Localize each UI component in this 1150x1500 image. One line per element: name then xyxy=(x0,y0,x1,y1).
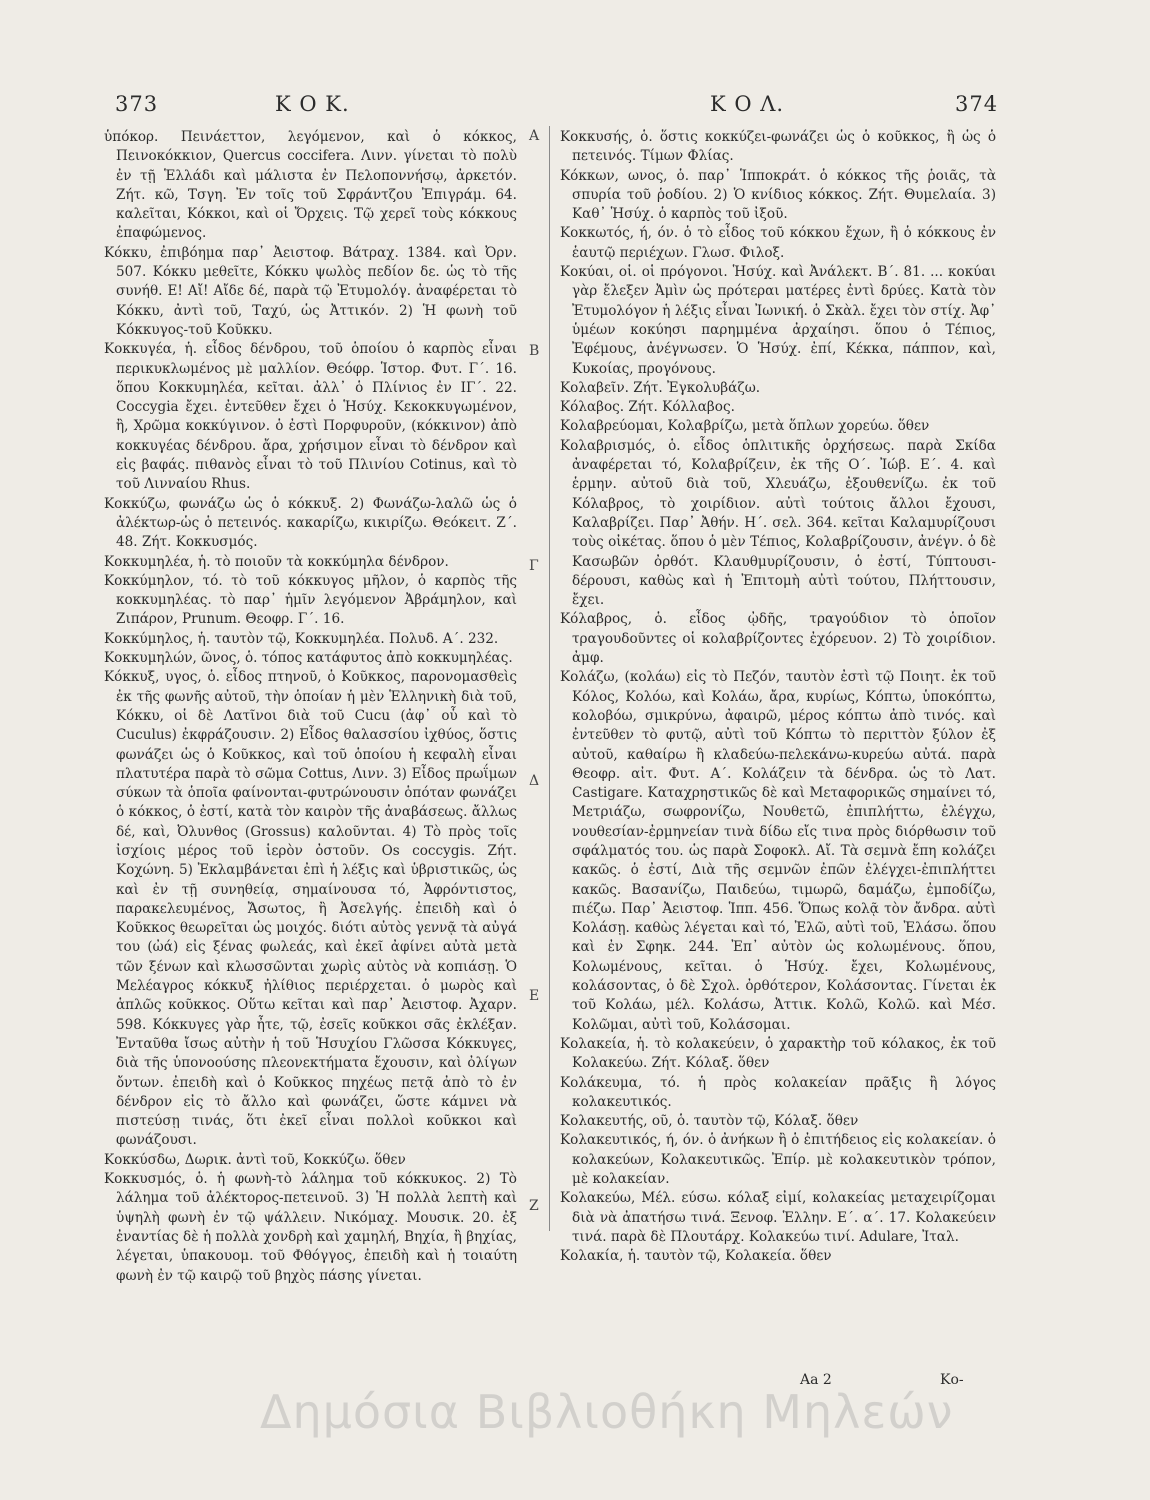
dictionary-entry: Κόκκων, ωνος, ὁ. παρ᾽ Ἱπποκράτ. ὁ κόκκος τῆς ῥοιᾶς, τὰ σπυρία τοῦ ῥοδίου. 2) Ὁ κνίδιος κόκκος. Ζήτ. Θυμελαία. 3) Καθ᾽ Ἡσύχ. ὁ καρπὸς τοῦ ἰξοῦ. xyxy=(560,167,996,223)
margin-letter: Γ xyxy=(529,558,539,574)
dictionary-entry: Κοκκύμηλον, τό. τὸ τοῦ κόκκυγος μῆλον, ὁ καρπὸς τῆς κοκκυμηλέας. τὸ παρ᾽ ἡμῖν λεγόμενον Ἀβράμηλον, καὶ Ζιπάρον, Prunum. Θεοφρ. Γ΄. 16. xyxy=(104,572,517,628)
catchword: Κο- xyxy=(940,1372,964,1388)
dictionary-entry: Κολακεία, ἡ. τὸ κολακεύειν, ὁ χαρακτὴρ τοῦ κόλακος, ἐκ τοῦ Κολακεύω. Ζήτ. Κόλαξ. ὅθεν xyxy=(560,1035,996,1072)
library-watermark: Δημόσια Βιβλιοθήκη Μηλεών xyxy=(260,1385,954,1439)
dictionary-entry: Κοκκυγέα, ἡ. εἶδος δένδρου, τοῦ ὁποίου ὁ καρπὸς εἶναι περικυκλωμένος μὲ μαλλίον. Θεόφρ. Ἱστορ. Φυτ. Γ΄. 16. ὅπου Κοκκυμηλέα, κεῖται. ἀλλ᾽ ὁ Πλίνιος ἐν ΙΓ΄. 22. Coccygia ἔχει. ἐντεῦθεν ἔχει ὁ Ἡσύχ. Κεκοκκυγωμένον, ἢ, Χρῶμα κοκκύγινον. ὁ ἐστὶ Πορφυροῦν, (κόκκινον) ἀπὸ κοκκυγέας δένδρου. ἄρα, χρήσιμον εἶναι τὸ δένδρον καὶ εἰς βαφάς. πιθανὸς εἶναι τὸ τοῦ Πλινίου Cotinus, καὶ τὸ τοῦ Λινναίου Rhus. xyxy=(104,341,517,493)
dictionary-entry: Κολάκευμα, τό. ἡ πρὸς κολακείαν πρᾶξις ἢ λόγος κολακευτικός. xyxy=(560,1074,996,1110)
signature-mark: Aa 2 xyxy=(800,1372,832,1388)
dictionary-entry: Κολαβρισμός, ὁ. εἶδος ὁπλιτικῆς ὀρχήσεως. παρὰ Σκίδα ἀναφέρεται τό, Κολαβρίζειν, ἐκ τῆς Ο΄. Ἰώβ. Ε΄. 4. καὶ ἑρμην. αὐτοῦ διὰ τοῦ, Χλευάζω, ἐξουθενίζω. ἐκ τοῦ Κόλαβρος, τὸ χοιρίδιον. αὐτὶ τούτοις ἄλλοι ἔχουσι, Καλαβρίζει. Παρ᾽ Ἀθήν. Η΄. σελ. 364. κεῖται Καλαμυρίζουσι τοὺς οἰκέτας. ὅπου ὁ μὲν Τέπιος, Κολαβρίζουσιν, ἀνέγν. ὁ δὲ Κασωβῶν ὀρθότ. Κλαυθμυρίζουσιν, ὁ ἐστί, Τύπτουσι-δέρουσι, καθὼς καὶ ἡ Ἐπιτομὴ αὐτὶ τούτου, Πλήττουσιν, ἔχει. xyxy=(560,437,996,609)
margin-letter: Ζ xyxy=(529,1198,539,1214)
margin-letter: Ε xyxy=(529,988,540,1004)
right-running-title: Κ Ο Λ. xyxy=(710,92,785,116)
left-page-number: 373 xyxy=(115,92,159,116)
left-column xyxy=(104,128,517,1286)
dictionary-entry: Κολαβεῖν. Ζήτ. Ἐγκολυβάζω. xyxy=(560,379,761,396)
dictionary-entry: Κόκκυ, ἐπιβόημα παρ᾽ Ἀειστοφ. Βάτραχ. 1384. καὶ Ὀρν. 507. Κόκκυ μεθεῖτε, Κόκκυ ψωλὸς πεδίον δε. ὡς τὸ τῆς συνήθ. Ε! Αἴ! Αἴδε δέ, παρὰ τῷ Ἐτυμολόγ. ἀναφέρεται τὸ Κόκκυ, ἀντὶ τοῦ, Ταχύ, ὡς Ἀττικόν. 2) Ἡ φωνὴ τοῦ Κόκκυγος-τοῦ Κοῦκκυ. xyxy=(104,244,517,338)
dictionary-entry: Κοκκυσμός, ὁ. ἡ φωνὴ-τὸ λάλημα τοῦ κόκκυκος. 2) Τὸ λάλημα τοῦ ἀλέκτορος-πετεινοῦ. 3) Ἡ πολλὰ λεπτὴ καὶ ὑψηλὴ φωνὴ ἐν τῷ ψάλλειν. Νικόμαχ. Μουσικ. 20. ἐξ ἐναντίας δὲ ἡ πολλὰ χονδρὴ καὶ χαμηλή, Βηχία, ἢ βηχίας, λέγεται, ὑπακουομ. τοῦ Φθόγγος, ἐπειδὴ καὶ ἡ τοιαύτη φωνὴ ἐν τῷ καιρῷ τοῦ βηχὸς πάσης γίνεται. xyxy=(104,1171,517,1284)
margin-letter: Β xyxy=(529,343,540,359)
dictionary-entry: Κοκκύζω, φωνάζω ὡς ὁ κόκκυξ. 2) Φωνάζω-λαλῶ ὡς ὁ ἀλέκτωρ-ὡς ὁ πετεινός. κακαρίζω, κικιρίζω. Θεόκειτ. Ζ΄. 48. Ζήτ. Κοκκυσμός. xyxy=(104,495,517,551)
margin-letter: Δ xyxy=(529,773,540,789)
dictionary-entry: Κοκύαι, οἱ. οἱ πρόγονοι. Ἡσύχ. καὶ Ἀνάλεκτ. Β΄. 81. ... κοκύαι γὰρ ἔλεξεν Ἀμὶν ὡς πρότεραι ματέρες ἐντὶ δρύες. Κατὰ τὸν Ἐτυμολόγον ἡ λέξις εἶναι Ἰωνική. ὁ Σκὰλ. ἔχει τὸν στίχ. Ἀφ᾽ ὑμέων κοκύησι παρημμένα ἀρχαίησι. ὅπου ὁ Τέπιος, Ἐφέμους, ἀνέγνωσεν. Ὁ Ἡσύχ. ἐπί, Κέκκα, πάππον, καὶ, Κυκοίας, προγόνους. xyxy=(560,264,996,377)
dictionary-entry: Κόλαβος. Ζήτ. Κόλλαβος. xyxy=(560,399,735,416)
dictionary-entry: Κολακεύω, Μέλ. εύσω. κόλαξ εἰμί, κολακείας μεταχειρίζομαι διὰ νὰ ἀπατήσω τινά. Ξενοφ. Ἑλλην. Ε΄. α΄. 17. Κολακεύειν τινά. παρὰ δὲ Πλουτάρχ. Κολακεύω τινί. Adulare, Ἰταλ. xyxy=(560,1190,996,1245)
margin-letters xyxy=(526,128,548,1228)
dictionary-entry: Κοκκύμηλος, ἡ. ταυτὸν τῷ, Κοκκυμηλέα. Πολυδ. Α΄. 232. xyxy=(104,630,499,647)
dictionary-entry: Κόλαβρος, ὁ. εἶδος ᾠδῆς, τραγούδιον τὸ ὁποῖον τραγουδοῦντες οἱ κολαβρίζοντες ἐχόρευον. 2) Τὸ χοιρίδιον. ἀμφ. xyxy=(560,611,996,667)
dictionary-entry: Κοκκυμηλέα, ἡ. τὸ ποιοῦν τὰ κοκκύμηλα δένδρον. xyxy=(104,553,449,570)
column-divider xyxy=(549,126,550,1231)
dictionary-entry: Κοκκωτός, ή, όν. ὁ τὸ εἶδος τοῦ κόκκου ἔχων, ἢ ὁ κόκκους ἐν ἑαυτῷ περιέχων. Γλωσ. Φιλοξ. xyxy=(560,225,996,261)
left-running-title: Κ Ο Κ. xyxy=(275,92,350,116)
dictionary-entry: Κολάζω, (κολάω) εἰς τὸ Πεζόν, ταυτὸν ἐστὶ τῷ Ποιητ. ἐκ τοῦ Κόλος, Κολόω, καὶ Κολάω, ἄρα, κυρίως, Κόπτω, ὑποκόπτω, κολοβόω, σμικρύνω, ἀφαιρῶ, μέρος κόπτω ἀπὸ τινός. καὶ ἐντεῦθεν τὸ φυτῷ, αὐτὶ τοῦ Κόπτω τὸ περιττὸν ξύλον ἐξ αὐτοῦ, καθαίρω ἢ κλαδεύω-πελεκάνω-κυρεύω αὐτά. παρὰ Θεοφρ. αἰτ. Φυτ. Α΄. Κολάζειν τὰ δένδρα. ὡς τὸ Λατ. Castigare. Καταχρηστικῶς δὲ καὶ Μεταφορικῶς σημαίνει τό, Μετριάζω, σωφρονίζω, Νουθετῶ, ἐπιπλήττω, ἐλέγχω, νουθεσίαν-ἐρμηνείαν τινὰ δίδω εἴς τινα πρὸς διόρθωσιν τοῦ σφάλματός του. ὡς παρὰ Σοφοκλ. Αἴ. Τὰ σεμνὰ ἔπη κολάζει κακῶς. ὁ ἐστί, Διὰ τῆς σεμνῶν ἐπῶν ἐλέγχει-ἐπιπλήττει κακῶς. Βασανίζω, Παιδεύω, τιμωρῶ, δαμάζω, ἐμποδίζω, πιέζω. Παρ᾽ Ἀειστοφ. Ἱππ. 456. Ὅπως κολᾷ τὸν ἄνδρα. αὐτὶ Κολάσῃ. καθὼς λέγεται καὶ τό, Ἐλῶ, αὐτὶ τοῦ, Ἐλάσω. ὅπου καὶ ἐν Σφηκ. 244. Ἐπ᾽ αὐτὸν ὡς κολωμένους. ὅπου, Κολωμένους, κεῖται. ὁ Ἡσύχ. ἔχει, Κολωμένους, κολάσοντας, ὁ δὲ Σχολ. ὀρθότερον, Κολάσοντας. Γίνεται ἐκ τοῦ Κολάω, μέλ. Κολάσω, Ἀττικ. Κολῶ, Κολῶ. καὶ Μέσ. Κολῶμαι, αὐτὶ τοῦ, Κολάσομαι. xyxy=(560,669,996,1033)
dictionary-entry: Κολακευτικός, ή, όν. ὁ ἀνήκων ἢ ὁ ἐπιτήδειος εἰς κολακείαν. ὁ κολακεύων, Κολακευτικῶς. Ἐπίρ. μὲ κολακευτικὸν τρόπον, μὲ κολακείαν. xyxy=(560,1132,996,1188)
dictionary-entry: Κόκκυξ, υγος, ὁ. εἶδος πτηνοῦ, ὁ Κοῦκκος, παρονομασθεὶς ἐκ τῆς φωνῆς αὐτοῦ, τὴν ὁποίαν ἡ μὲν Ἑλληνικὴ διὰ τοῦ, Κόκκυ, οἱ δὲ Λατῖνοι διὰ τοῦ Cucu (ἀφ᾽ οὗ καὶ τὸ Cuculus) ἐκφράζουσιν. 2) Εἶδος θαλασσίου ἰχθύος, ὅστις φωνάζει ὡς ὁ Κοῦκκος, καὶ τοῦ ὁποίου ἡ κεφαλὴ εἶναι πλατυτέρα παρὰ τὸ σῶμα Cottus, Λινν. 3) Εἶδος πρωΐμων σύκων τὰ ὁποῖα φαίνονται-φυτρώνουσιν ὁπόταν φωνάζει ὁ κόκκος, ὁ ἐστί, κατὰ τὸν καιρὸν τῆς ἀναβάσεως. ἄλλως δέ, καὶ, Ὀλυνθος (Grossus) καλοῦνται. 4) Τὸ πρὸς τοῖς ἰσχίοις μέρος τοῦ ἱερὸν ὀστοῦν. Os coccygis. Ζήτ. Κοχώνη. 5) Ἐκλαμβάνεται ἐπὶ ἡ λέξις καὶ ὑβριστικῶς, ὡς καὶ ἐν τῇ συνηθείᾳ, σημαίνουσα τό, Ἀφρόντιστος, παρακελευμένος, Ἄσωτος, ἢ Ἀσελγής. ἐπειδὴ καὶ ὁ Κοῦκκος θεωρεῖται ὡς μοιχός. διότι αὐτὸς γεννᾷ τὰ αὐγά του (ὠά) εἰς ξένας φωλεάς, καὶ ἐκεῖ ἀφίνει αὐτὰ μετὰ τῶν ξένων καὶ κλωσσῶνται χωρὶς αὐτὸς νὰ κοπιάσῃ. Ὁ Μελέαγρος κόκκυξ ἠλίθιος περιέρχεται. ὁ μωρὸς καὶ ἁπλῶς κοῦκκος. Οὕτω κεῖται καὶ παρ᾽ Ἀειστοφ. Ἀχαρν. 598. Κόκκυγες γὰρ ἦτε, τῷ, ἐσεῖς κοῦκκοι σᾶς ἐκλέξαν. Ἐνταῦθα ἴσως αὐτὴν ἡ τοῦ Ἡσυχίου Γλῶσσα Κόκκυγες, διὰ τῆς ὑπονοούσης πλεονεκτήματα ἔχουσιν, καὶ ὀλίγων ὄντων. ἐπειδὴ καὶ ὁ Κοῦκκος πηχέως πετᾷ ἀπὸ τὸ ἐν δένδρον εἰς τὸ ἄλλο καὶ φωνάζει, ὥστε κάμνει νὰ πιστεύσῃ τινάς, ὅτι ἐκεῖ εἶναι πολλοὶ κοῦκκοι καὶ φωνάζουσι. xyxy=(104,669,517,1149)
dictionary-entry: Κολακία, ἡ. ταυτὸν τῷ, Κολακεία. ὅθεν xyxy=(560,1248,832,1265)
dictionary-entry: ὑπόκορ. Πεινάεττον, λεγόμενον, καὶ ὁ κόκκος, Πεινοκόκκιον, Quercus coccifera. Λινν. γίνεται τὸ πολὺ ἐν τῇ Ἑλλάδι καὶ μάλιστα ἐν Πελοποννήσῳ, ἀρκετόν. Ζήτ. κῶ, Τσγη. Ἐν τοῖς τοῦ Σφράντζου Ἐπιγράμ. 64. καλεῖται, Κόκκοι, καὶ οἱ Ὄρχεις. Τῷ χερεῖ τοὺς κόκκους ἐπαφώμενος. xyxy=(104,129,517,242)
running-header xyxy=(110,92,1000,122)
dictionary-entry: Κολακευτής, οῦ, ὁ. ταυτὸν τῷ, Κόλαξ. ὅθεν xyxy=(560,1113,859,1130)
dictionary-entry: Κοκκύσδω, Δωρικ. ἀντὶ τοῦ, Κοκκύζω. ὅθεν xyxy=(104,1151,406,1168)
right-page-number: 374 xyxy=(955,92,999,116)
dictionary-entry: Κολαβρεύομαι, Κολαβρίζω, μετὰ ὅπλων χορεύω. ὅθεν xyxy=(560,418,930,435)
right-column xyxy=(560,128,996,1267)
dictionary-entry: Κοκκυμηλών, ῶνος, ὁ. τόπος κατάφυτος ἀπὸ κοκκυμηλέας. xyxy=(104,650,513,667)
dictionary-entry: Κοκκυσής, ὁ. ὅστις κοκκύζει-φωνάζει ὡς ὁ κοῦκκος, ἢ ὡς ὁ πετεινός. Τίμων Φλίας. xyxy=(560,129,996,165)
margin-letter: Α xyxy=(529,128,540,144)
